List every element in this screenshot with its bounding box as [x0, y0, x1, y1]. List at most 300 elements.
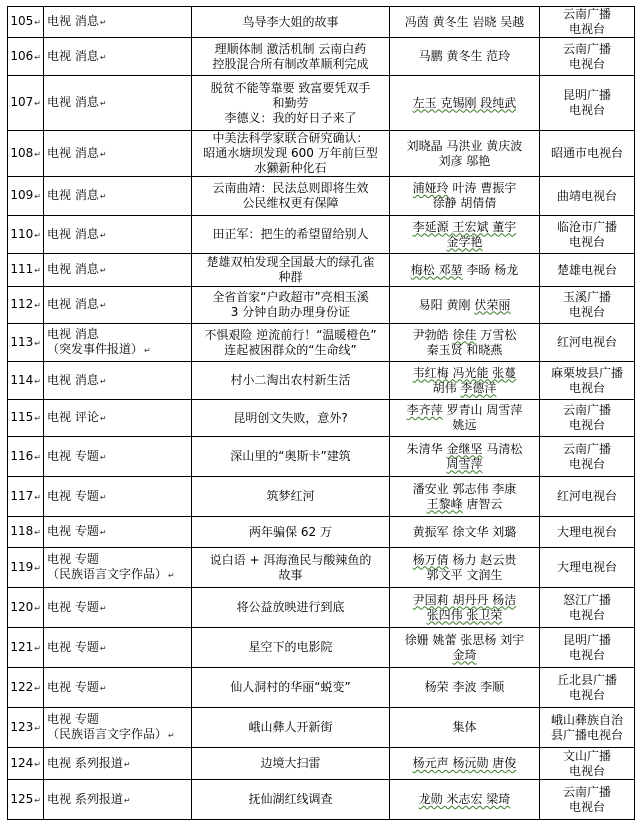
- author-segment: 刘彦 邬艳: [438, 153, 491, 168]
- authors-cell: [390, 748, 540, 780]
- title-cell: [192, 748, 390, 780]
- unit-line: 县广播电视台: [550, 727, 623, 742]
- category-line: 电视 消息↵: [47, 372, 107, 387]
- authors-line: [393, 96, 536, 111]
- authors-line: [393, 154, 536, 169]
- row-number-text: 109: [10, 188, 34, 202]
- authors-line: [393, 403, 536, 418]
- unit-line: 云南广播: [562, 784, 611, 799]
- row-number-text: 125: [10, 791, 34, 806]
- table-row: [8, 362, 635, 400]
- row-number-text: 119: [10, 559, 34, 574]
- unit-line: 电视台: [568, 687, 605, 702]
- category-cell: [44, 7, 192, 38]
- category-cell: [44, 38, 192, 76]
- unit-line: 电视台: [568, 380, 605, 395]
- authors-cell: [390, 517, 540, 548]
- unit-line: 云南广播: [562, 403, 611, 417]
- return-mark-icon: ↵: [99, 52, 107, 62]
- authors-cell: [390, 708, 540, 748]
- category-line: 电视 消息↵: [47, 262, 107, 276]
- return-mark-icon: ↵: [34, 266, 41, 275]
- title-cell: [192, 668, 390, 708]
- title-cell: [192, 362, 390, 400]
- row-number-text: 112: [10, 297, 34, 311]
- author-segment: 徐静 胡倩倩: [432, 196, 497, 210]
- category-cell: [44, 324, 192, 362]
- unit-cell: [540, 76, 635, 131]
- title-line: 将公益放映进行到底: [236, 600, 345, 614]
- authors-line: [393, 366, 536, 381]
- category-line: 电视 消息↵: [47, 226, 107, 241]
- row-number-text: 110: [10, 226, 34, 241]
- title-line: 村小二淘出农村新生活: [230, 373, 351, 387]
- unit-line: 云南广播: [562, 7, 611, 21]
- title-cell: [192, 780, 390, 820]
- title-line: 和勤劳: [272, 95, 309, 110]
- title-line: 说白语 + 洱海渔民与酸辣鱼的: [209, 552, 372, 567]
- unit-line: 麻栗坡县广播: [550, 365, 623, 380]
- unit-cell: [540, 517, 635, 548]
- title-cell: [192, 324, 390, 362]
- unit-cell: [540, 7, 635, 38]
- author-segment: 罗青山 周雪萍: [442, 403, 523, 417]
- unit-cell: [540, 254, 635, 287]
- table-row: [8, 324, 635, 362]
- row-number: [8, 7, 44, 38]
- unit-line: 云南广播: [562, 441, 611, 456]
- category-cell: [44, 362, 192, 400]
- authors-line: [393, 49, 536, 64]
- row-number: [8, 780, 44, 820]
- authors-cell: [390, 76, 540, 131]
- row-number: [8, 177, 44, 216]
- row-number: [8, 38, 44, 76]
- row-number: [8, 668, 44, 708]
- category-line: （突发事件报道）↵: [47, 342, 151, 356]
- unit-cell: [540, 708, 635, 748]
- title-line: 李德义：我的好日子来了: [224, 110, 357, 125]
- return-mark-icon: ↵: [34, 376, 41, 386]
- title-line: 全省首家“户政超市”亮相玉溪: [212, 290, 369, 304]
- authors-line: [393, 442, 536, 457]
- authors-cell: [390, 780, 540, 820]
- table-row: [8, 548, 635, 588]
- category-cell: [44, 780, 192, 820]
- author-segment: 万雪松: [476, 327, 517, 342]
- category-line: 电视 消息↵: [47, 48, 107, 63]
- row-number: [8, 628, 44, 668]
- unit-cell: [540, 216, 635, 254]
- unit-line: 怒江广播: [562, 592, 611, 607]
- row-number: [8, 588, 44, 628]
- author-segment: 尹国莉 胡丹丹 杨洁: [412, 592, 517, 607]
- author-segment: 金继坚: [446, 441, 483, 456]
- unit-line: 电视台: [568, 234, 605, 249]
- return-mark-icon: ↵: [34, 301, 41, 310]
- category-cell: [44, 708, 192, 748]
- category-cell: [44, 437, 192, 477]
- row-number-text: 123: [10, 719, 34, 734]
- author-segment: 秦玉贤 和晓燕: [426, 342, 503, 357]
- author-segment: 尹勃皓: [412, 327, 453, 342]
- authors-line: [393, 263, 536, 278]
- unit-line: 电视台: [568, 22, 605, 36]
- table-row: [8, 254, 635, 287]
- category-line: （民族语言文字作品）↵: [47, 567, 175, 581]
- title-line: 理顺体制 激活机制 云南白药: [214, 41, 367, 56]
- author-segment: 金琦: [452, 647, 477, 662]
- row-number: [8, 216, 44, 254]
- category-line: 电视 专题↵: [47, 488, 107, 503]
- author-segment: 王黎峰: [426, 496, 463, 511]
- table-row: [8, 131, 635, 177]
- author-segment: 集体: [452, 720, 477, 734]
- return-mark-icon: ↵: [99, 376, 107, 386]
- table-row: [8, 748, 635, 780]
- category-cell: [44, 216, 192, 254]
- return-mark-icon: ↵: [99, 492, 107, 502]
- title-line: 脱贫不能等靠要 致富要凭双手: [210, 80, 371, 95]
- category-line: 电视 消息↵: [47, 95, 107, 109]
- row-number: [8, 362, 44, 400]
- row-number-text: 124: [10, 755, 34, 770]
- authors-line: [393, 418, 536, 433]
- authors-line: [393, 568, 536, 583]
- table-row: [8, 588, 635, 628]
- authors-cell: [390, 216, 540, 254]
- title-cell: [192, 708, 390, 748]
- category-line: 电视 专题↵: [47, 639, 107, 654]
- author-segment: 黄振军 徐文华 刘璐: [412, 524, 517, 539]
- return-mark-icon: ↵: [144, 346, 151, 355]
- return-mark-icon: ↵: [99, 603, 107, 613]
- table-row: [8, 76, 635, 131]
- author-segment: 浦娅玲: [412, 181, 449, 195]
- category-cell: [44, 628, 192, 668]
- category-line: 电视 系列报道↵: [47, 755, 131, 770]
- return-mark-icon: ↵: [34, 414, 41, 423]
- return-mark-icon: ↵: [34, 683, 41, 693]
- category-line: 电视 系列报道↵: [47, 791, 131, 806]
- unit-cell: [540, 477, 635, 517]
- table-row: [8, 628, 635, 668]
- return-mark-icon: ↵: [99, 414, 107, 423]
- title-cell: [192, 7, 390, 38]
- author-segment: 徐佳: [452, 327, 477, 342]
- title-cell: [192, 588, 390, 628]
- return-mark-icon: ↵: [99, 452, 107, 462]
- row-number: [8, 76, 44, 131]
- title-cell: [192, 437, 390, 477]
- return-mark-icon: ↵: [34, 18, 41, 27]
- authors-cell: [390, 254, 540, 287]
- authors-line: [393, 680, 536, 695]
- return-mark-icon: ↵: [34, 99, 41, 108]
- category-line: 电视 专题: [47, 712, 99, 726]
- title-line: 楚雄双柏发现全国最大的绿孔雀: [206, 255, 375, 269]
- authors-line: [393, 633, 536, 648]
- category-cell: [44, 517, 192, 548]
- unit-line: 电视台: [568, 647, 605, 662]
- authors-cell: [390, 287, 540, 324]
- unit-line: 红河电视台: [556, 335, 617, 349]
- author-segment: 周雪萍: [446, 456, 483, 471]
- title-cell: [192, 477, 390, 517]
- authors-cell: [390, 324, 540, 362]
- row-number: [8, 748, 44, 780]
- title-cell: [192, 76, 390, 131]
- title-cell: [192, 548, 390, 588]
- unit-line: 电视台: [568, 456, 605, 471]
- category-line: 电视 评论↵: [47, 410, 107, 424]
- unit-cell: [540, 588, 635, 628]
- title-line: 昭通水塘坝发现 600 万年前巨型: [203, 146, 378, 160]
- authors-cell: [390, 131, 540, 177]
- return-mark-icon: ↵: [99, 301, 107, 310]
- return-mark-icon: ↵: [99, 266, 107, 275]
- row-number: [8, 400, 44, 437]
- author-segment: 伏荣丽: [474, 297, 511, 312]
- unit-line: 丘北县广播: [556, 672, 617, 687]
- row-number: [8, 548, 44, 588]
- authors-line: [393, 482, 536, 497]
- title-line: 仙人洞村的华丽“蜕变”: [230, 680, 351, 694]
- author-segment: 胡伟: [432, 380, 461, 395]
- row-number: [8, 131, 44, 177]
- author-segment: 冯茵 黄冬生 岩晓 吴越: [404, 14, 525, 29]
- row-number-text: 120: [10, 599, 34, 614]
- return-mark-icon: ↵: [34, 795, 41, 805]
- title-cell: [192, 517, 390, 548]
- title-line: 田正军：把生的希望留给别人: [212, 227, 369, 241]
- return-mark-icon: ↵: [99, 192, 107, 201]
- authors-cell: [390, 7, 540, 38]
- return-mark-icon: ↵: [123, 795, 131, 805]
- row-number-text: 107: [10, 95, 34, 109]
- author-segment: 李齐萍: [406, 403, 443, 417]
- title-line: 鸟导李大姐的故事: [242, 14, 339, 29]
- title-cell: [192, 628, 390, 668]
- title-line: 不惧艰险 逆流前行！“温暖橙色”: [204, 327, 377, 342]
- unit-line: 昆明广播: [562, 632, 611, 647]
- row-number-text: 114: [10, 372, 34, 387]
- unit-cell: [540, 362, 635, 400]
- title-line: 故事: [278, 567, 303, 582]
- authors-cell: [390, 588, 540, 628]
- authors-line: [393, 608, 536, 623]
- title-line: 控股混合所有制改革顺利完成: [212, 56, 369, 71]
- table-row: [8, 780, 635, 820]
- unit-line: 曲靖电视台: [556, 188, 617, 203]
- unit-line: 电视台: [568, 103, 605, 117]
- unit-line: 昆明广播: [562, 88, 611, 102]
- author-segment: 刘晓晶 马洪业 黄庆波: [406, 138, 523, 153]
- authors-cell: [390, 668, 540, 708]
- category-line: 电视 消息↵: [47, 14, 107, 28]
- return-mark-icon: ↵: [34, 492, 41, 502]
- row-number: [8, 324, 44, 362]
- unit-cell: [540, 548, 635, 588]
- unit-line: 临沧市广播: [556, 219, 617, 234]
- authors-line: [393, 196, 536, 211]
- row-number-text: 105: [10, 14, 34, 28]
- return-mark-icon: ↵: [123, 759, 131, 769]
- authors-cell: [390, 362, 540, 400]
- unit-cell: [540, 177, 635, 216]
- author-segment: 徐姗 姚蕾 张思杨 刘宇: [404, 632, 525, 647]
- authors-line: [393, 328, 536, 343]
- return-mark-icon: ↵: [34, 149, 41, 159]
- authors-line: [393, 756, 536, 771]
- category-line: 电视 消息: [47, 327, 99, 341]
- row-number-text: 115: [10, 410, 34, 424]
- authors-line: [393, 139, 536, 154]
- title-cell: [192, 287, 390, 324]
- author-segment: 李旸 杨龙: [462, 262, 519, 277]
- title-line: 峨山彝人开新街: [248, 720, 333, 734]
- author-segment: 姚远: [452, 418, 477, 432]
- authors-cell: [390, 400, 540, 437]
- title-cell: [192, 177, 390, 216]
- category-line: 电视 专题↵: [47, 524, 107, 538]
- row-number-text: 113: [10, 334, 34, 349]
- table-row: [8, 517, 635, 548]
- author-segment: 杨力 赵云贵: [448, 552, 517, 567]
- author-segment: 杨元声 杨沅勋 唐俊: [412, 756, 517, 770]
- table-row: [8, 400, 635, 437]
- return-mark-icon: ↵: [34, 563, 41, 573]
- authors-line: [393, 720, 536, 735]
- title-line: 水獭新种化石: [254, 161, 327, 175]
- row-number-text: 111: [10, 262, 34, 276]
- category-cell: [44, 287, 192, 324]
- return-mark-icon: ↵: [99, 149, 107, 159]
- row-number: [8, 517, 44, 548]
- row-number-text: 106: [10, 48, 34, 63]
- title-cell: [192, 38, 390, 76]
- unit-line: 楚雄电视台: [556, 262, 617, 277]
- category-cell: [44, 477, 192, 517]
- authors-cell: [390, 38, 540, 76]
- unit-cell: [540, 437, 635, 477]
- table-row: [8, 216, 635, 254]
- unit-cell: [540, 628, 635, 668]
- category-line: 电视 消息↵: [47, 145, 107, 160]
- return-mark-icon: ↵: [34, 643, 41, 653]
- authors-line: [393, 593, 536, 608]
- authors-cell: [390, 548, 540, 588]
- author-segment: 郭文平 文润生: [426, 567, 503, 582]
- row-number-text: 116: [10, 448, 34, 463]
- authors-line: [393, 298, 536, 313]
- unit-line: 电视台: [568, 305, 605, 319]
- return-mark-icon: ↵: [34, 603, 41, 613]
- unit-line: 云南广播: [562, 41, 611, 56]
- row-number-text: 122: [10, 679, 34, 694]
- row-number: [8, 708, 44, 748]
- authors-line: [393, 648, 536, 663]
- unit-line: 电视台: [568, 607, 605, 622]
- unit-line: 玉溪广播: [562, 290, 611, 304]
- table-row: [8, 287, 635, 324]
- table-row: [8, 38, 635, 76]
- table-row: [8, 437, 635, 477]
- unit-cell: [540, 748, 635, 780]
- unit-cell: [540, 668, 635, 708]
- unit-line: 大理电视台: [556, 560, 617, 574]
- authors-line: [393, 457, 536, 472]
- author-segment: 唐智云: [462, 496, 503, 511]
- unit-cell: [540, 780, 635, 820]
- unit-cell: [540, 287, 635, 324]
- title-line: 3 分钟自助办理身份证: [230, 305, 351, 319]
- title-line: 深山里的“奥斯卡”建筑: [230, 449, 351, 463]
- authors-cell: [390, 477, 540, 517]
- return-mark-icon: ↵: [34, 230, 41, 240]
- category-line: （民族语言文字作品）↵: [47, 727, 175, 741]
- unit-line: 电视台: [568, 799, 605, 814]
- row-number: [8, 437, 44, 477]
- title-line: 边境大扫雷: [260, 756, 321, 770]
- category-cell: [44, 254, 192, 287]
- category-cell: [44, 400, 192, 437]
- author-segment: 杨万倩: [412, 552, 449, 567]
- category-cell: [44, 548, 192, 588]
- title-line: 星空下的电影院: [248, 640, 333, 654]
- row-number-text: 118: [10, 524, 34, 538]
- return-mark-icon: ↵: [34, 338, 41, 348]
- author-segment: 李德洋: [460, 380, 497, 395]
- title-cell: [192, 254, 390, 287]
- return-mark-icon: ↵: [99, 683, 107, 693]
- title-line: 云南曲靖：民法总则即将生效: [212, 181, 369, 195]
- authors-cell: [390, 177, 540, 216]
- row-number-text: 108: [10, 145, 34, 160]
- category-cell: [44, 748, 192, 780]
- table-row: [8, 477, 635, 517]
- category-line: 电视 专题↵: [47, 448, 107, 463]
- unit-line: 峨山彝族自治: [550, 712, 623, 727]
- authors-line: [393, 181, 536, 196]
- row-number: [8, 477, 44, 517]
- table-body: [8, 7, 635, 820]
- title-line: 连起被困群众的“生命线”: [224, 342, 357, 357]
- authors-line: [393, 497, 536, 512]
- category-cell: [44, 668, 192, 708]
- category-cell: [44, 177, 192, 216]
- title-line: 种群: [278, 270, 303, 284]
- author-segment: 韦红梅 冯光能 张蔓: [412, 365, 517, 380]
- return-mark-icon: ↵: [168, 731, 175, 740]
- return-mark-icon: ↵: [99, 643, 107, 653]
- category-line: 电视 消息↵: [47, 188, 107, 202]
- unit-line: 电视台: [568, 763, 605, 778]
- table-row: [8, 708, 635, 748]
- authors-line: [393, 381, 536, 396]
- category-line: 电视 专题↵: [47, 599, 107, 614]
- title-cell: [192, 400, 390, 437]
- authors-cell: [390, 437, 540, 477]
- author-segment: 龙勋 米志宏 梁琦: [418, 792, 511, 806]
- author-segment: 马鹏 黄冬生 范玲: [418, 49, 511, 63]
- authors-line: [393, 343, 536, 358]
- row-number-text: 117: [10, 488, 34, 503]
- author-segment: 叶涛 曹振宇: [448, 181, 517, 195]
- unit-line: 红河电视台: [556, 489, 617, 503]
- row-number: [8, 254, 44, 287]
- category-cell: [44, 588, 192, 628]
